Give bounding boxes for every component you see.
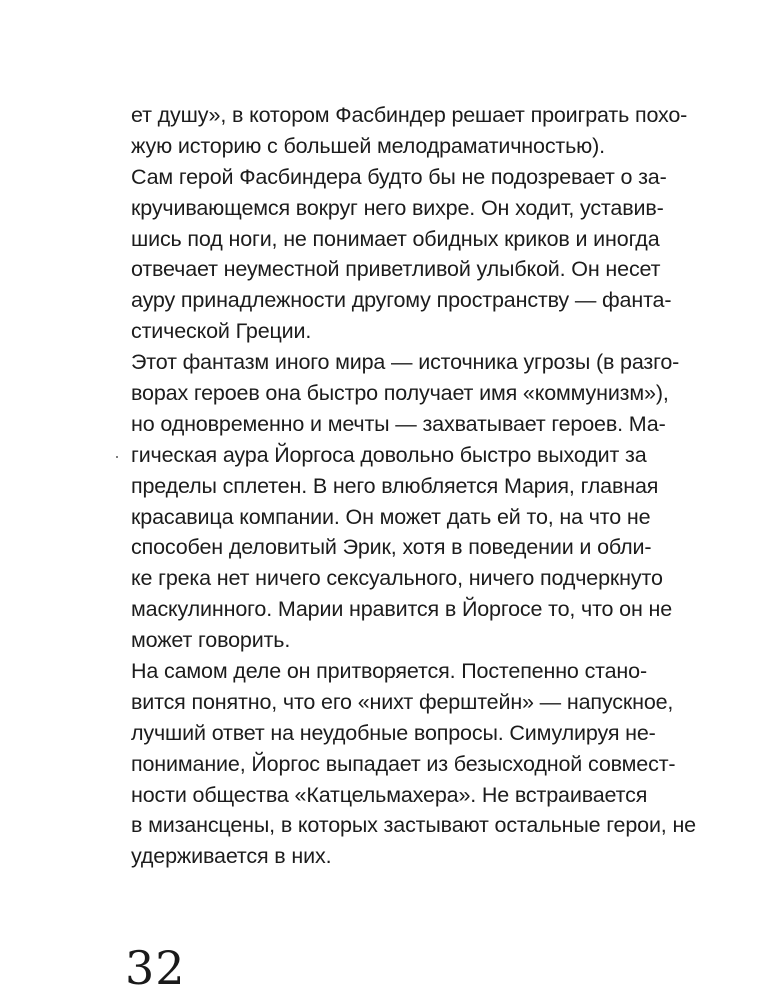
text-line: может говорить. (131, 628, 291, 653)
text-line: стической Греции. (131, 319, 312, 344)
text-line: шись под ноги, не понимает обидных криков и иногда (131, 226, 660, 251)
text-line: понимание, Йоргос выпадает из безысходной совмест- (131, 751, 676, 776)
text-line: вится понятно, что его «нихт ферштейн» — напускное, (131, 689, 674, 714)
text-line: Сам герой Фасбиндера будто бы не подозревает о за- (131, 164, 667, 189)
text-line: красавица компании. Он может дать ей то, на что не (131, 504, 651, 529)
text-line: но одновременно и мечты — захватывает героев. Ма- (131, 411, 666, 436)
text-line: лучший ответ на неудобные вопросы. Симулируя не- (131, 720, 656, 745)
text-line: маскулинного. Марии нравится в Йоргосе то, что он не (131, 597, 673, 622)
page-number: 32 (125, 941, 186, 995)
text-line: удерживается в них. (131, 844, 332, 869)
text-line: ности общества «Катцельмахера». Не встраивается (131, 782, 648, 807)
text-line: На самом деле он притворяется. Постепенно стано- (131, 659, 647, 684)
text-line: ке грека нет ничего сексуального, ничего подчеркнуто (131, 566, 663, 591)
text-line: отвечает неуместной приветливой улыбкой. Он несет (131, 257, 661, 282)
text-line: ворах героев она быстро получает имя «коммунизм»), (131, 381, 669, 406)
text-line: ет душу», в котором Фасбиндер решает проиграть похо- (131, 103, 688, 127)
text-line: пределы сплетен. В него влюбляется Мария, главная (131, 473, 659, 498)
scan-speck (116, 456, 118, 458)
text-line: кручивающемся вокруг него вихре. Он ходит, уставив- (131, 195, 664, 220)
text-line: способен деловитый Эрик, хотя в поведении и обли- (131, 535, 652, 560)
text-line: Этот фантазм иного мира — источника угрозы (в разго- (131, 350, 680, 375)
text-line: гическая аура Йоргоса довольно быстро выходит за (131, 442, 647, 467)
text-line: в мизансцены, в которых застывают остальные герои, не (131, 813, 696, 838)
text-line: ауру принадлежности другому пространству — фанта- (131, 288, 672, 313)
text-line: жую историю с большей мелодраматичностью). (131, 133, 605, 158)
body-text (131, 100, 696, 872)
